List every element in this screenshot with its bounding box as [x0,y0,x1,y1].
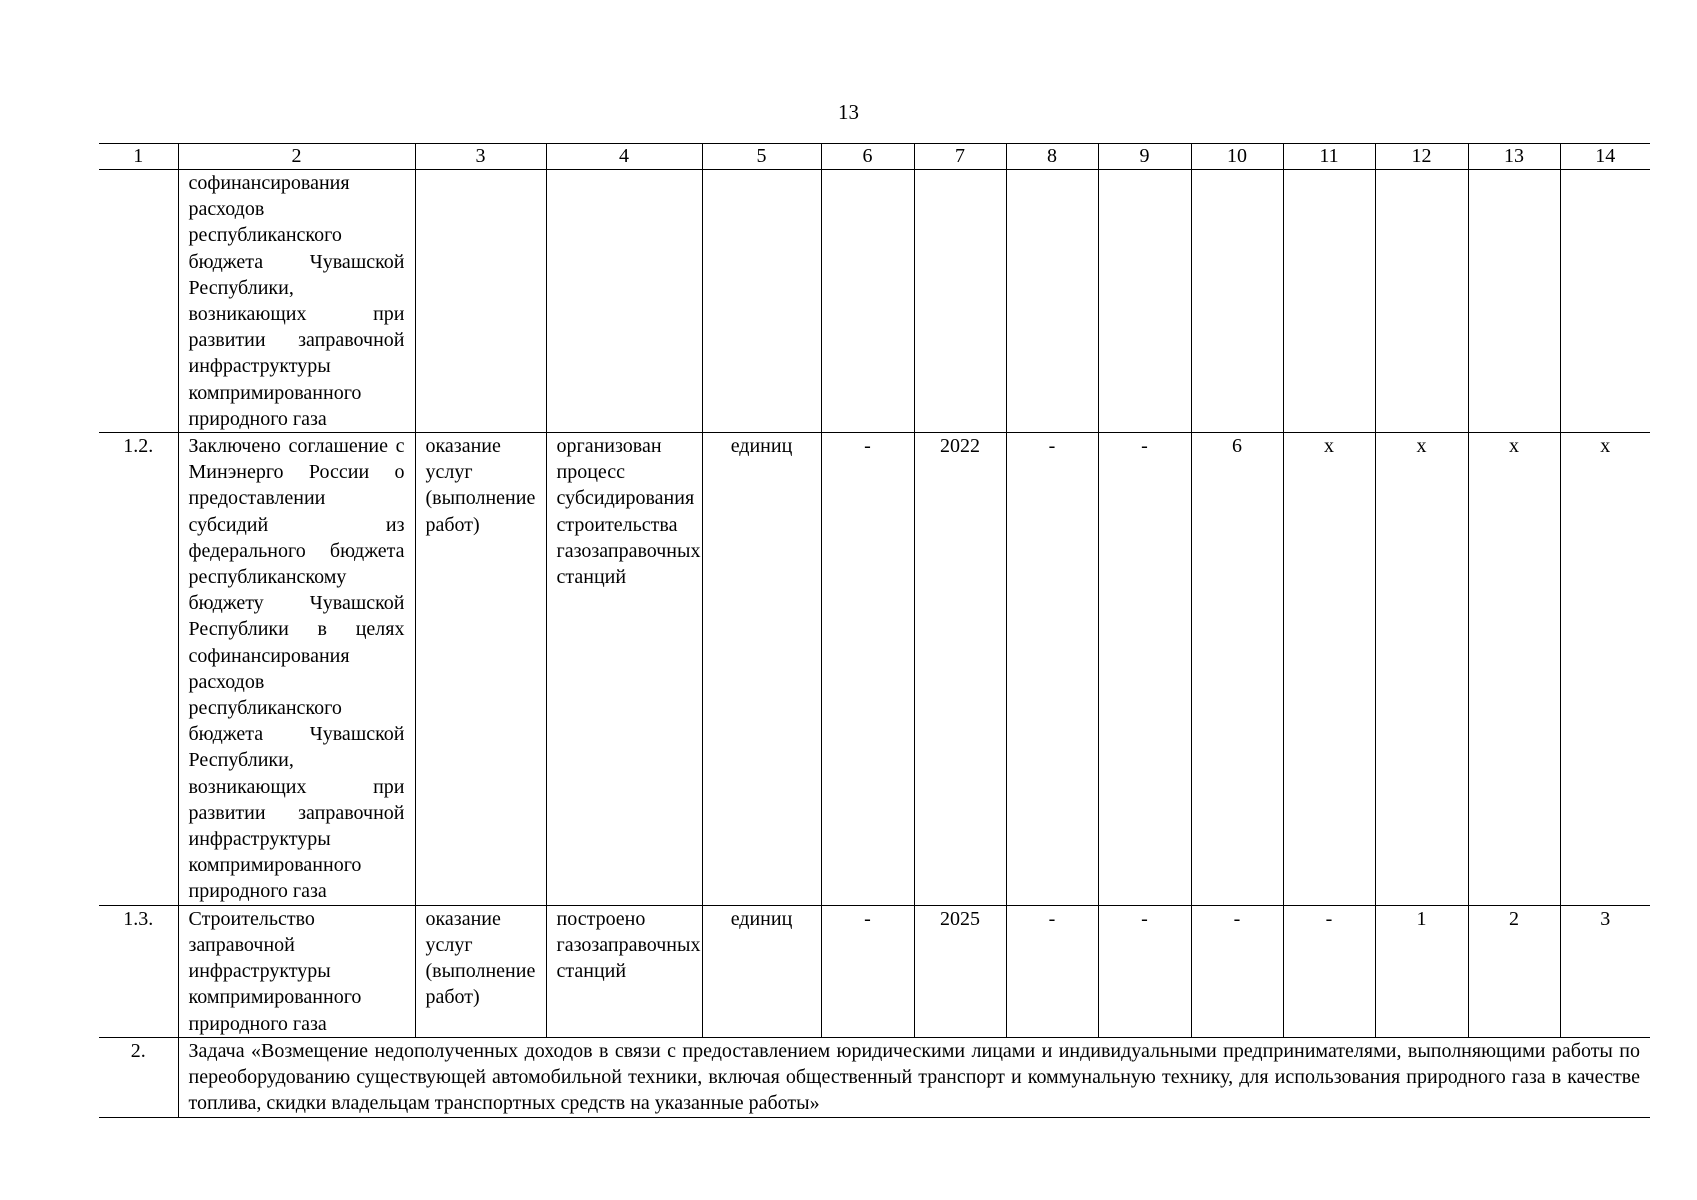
value-cell: х [1283,433,1375,906]
table-row [99,170,1650,433]
column-number: 13 [1468,144,1560,170]
value-cell: х [1560,433,1650,906]
row-number [99,170,178,433]
column-number: 4 [546,144,702,170]
value-cell: 3 [1560,905,1650,1037]
column-number: 6 [821,144,914,170]
event-type [415,170,546,433]
value-cell [1006,170,1098,433]
value-cell: х [1375,433,1468,906]
value-cell [914,170,1006,433]
event-result: построено газозаправочных станций [546,905,702,1037]
unit: единиц [702,433,821,906]
indicators-table [99,143,1650,1118]
value-cell: 2025 [914,905,1006,1037]
row-number: 1.3. [99,905,178,1037]
value-cell [1375,170,1468,433]
value-cell: - [1098,433,1191,906]
event-result: организован процесс субсидирования строительства газозаправочных станций [546,433,702,906]
value-cell [1468,170,1560,433]
value-cell [821,170,914,433]
value-cell: - [1006,905,1098,1037]
column-number: 11 [1283,144,1375,170]
value-cell: 2022 [914,433,1006,906]
task-row [99,1037,1650,1117]
column-number: 5 [702,144,821,170]
value-cell: х [1468,433,1560,906]
column-number: 1 [99,144,178,170]
event-name: Заключено соглашение с Минэнерго России о предоставлении субсидий из федерального бюджета республиканскому бюджету Чувашской Республики в целях софинансирования расходов республиканского бюджета Чувашской Республики, возникающих при развитии заправочной инфраструктуры компримированного природного газа [178,433,415,906]
task-description: Задача «Возмещение недополученных доходов в связи с предоставлением юридическими лицами и индивидуальными предпринимателями, выполняющими работы по переоборудованию существующей автомобильной техники, включая общественный транспорт и коммунальную технику, для использования природного газа в качестве топлива, скидки владельцам транспортных средств на указанные работы» [178,1037,1650,1117]
event-type: оказание услуг (выполнение работ) [415,433,546,906]
event-name: софинансирования расходов республиканского бюджета Чувашской Республики, возникающих при развитии заправочной инфраструктуры компримированного природного газа [178,170,415,433]
value-cell: 1 [1375,905,1468,1037]
value-cell [1098,170,1191,433]
column-number: 3 [415,144,546,170]
column-number: 9 [1098,144,1191,170]
value-cell [1560,170,1650,433]
value-cell: - [1191,905,1283,1037]
column-number: 10 [1191,144,1283,170]
value-cell [1283,170,1375,433]
value-cell: - [1283,905,1375,1037]
value-cell: 2 [1468,905,1560,1037]
column-number: 8 [1006,144,1098,170]
value-cell [1191,170,1283,433]
value-cell: - [1006,433,1098,906]
row-number: 1.2. [99,433,178,906]
table-row [99,433,1650,906]
column-number: 2 [178,144,415,170]
event-name: Строительство заправочной инфраструктуры компримированного природного газа [178,905,415,1037]
column-number: 7 [914,144,1006,170]
table-row [99,905,1650,1037]
event-result [546,170,702,433]
value-cell: - [1098,905,1191,1037]
value-cell: 6 [1191,433,1283,906]
unit [702,170,821,433]
column-number: 12 [1375,144,1468,170]
value-cell: - [821,433,914,906]
column-number-row [99,144,1650,170]
page-number: 13 [838,100,859,124]
event-type: оказание услуг (выполнение работ) [415,905,546,1037]
row-number: 2. [99,1037,178,1117]
column-number: 14 [1560,144,1650,170]
value-cell: - [821,905,914,1037]
unit: единиц [702,905,821,1037]
